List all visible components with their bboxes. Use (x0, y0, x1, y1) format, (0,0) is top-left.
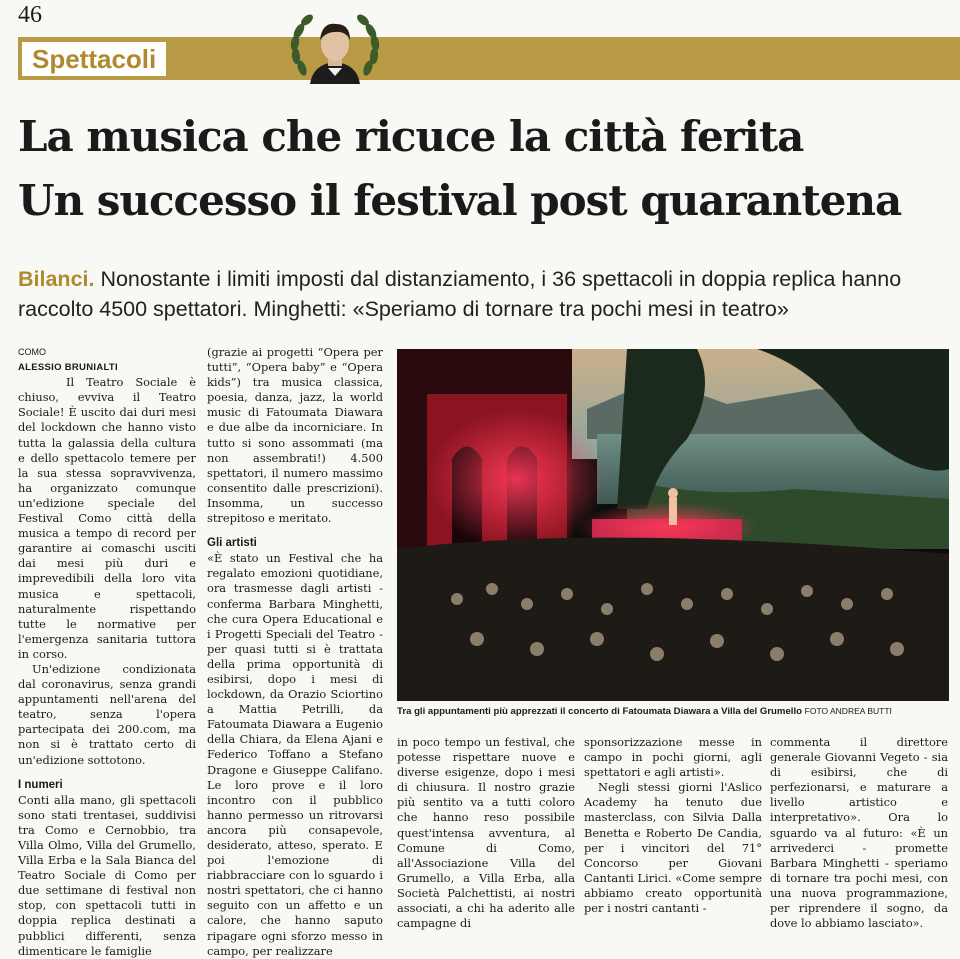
paragraph: Un'edizione condizionata dal coronavirus, senza grandi appuntamenti nell'arena del teatro, senza l'opera partecipata dei 200.com, ma non si è trattato certo di un'edizione sottotono. (18, 661, 196, 767)
section-label: Spettacoli (22, 42, 166, 76)
paragraph: commenta il direttore generale Giovanni Vegeto - sia di esibirsi, che di perfezionarsi, e maturare a livello artistico e interpretativo». Ora lo sguardo va al futuro: «È un arrivederci - promette Barbara Minghetti - speriamo di tornare tra pochi mesi, con una nuova programmazione, per riprendere il sogno, da dove lo abbiamo lasciato». (770, 735, 948, 931)
photo-credit: FOTO ANDREA BUTTI (804, 706, 892, 716)
article-column-5 (770, 735, 948, 931)
article-column-3 (397, 735, 575, 931)
headline-line-2: Un successo il festival post quarantena (18, 176, 902, 225)
paragraph: in poco tempo un festival, che potesse rispettare nuove e diverse esigenze, dopo i mesi di chiusura. Il nostro grazie più sentito va a tutti coloro che hanno reso possibile quest'intensa avventura, al Comune di Como, all'Associazione Villa del Grumello, a Villa Erba, alla Società Palchettisti, ai nostri associati, a chi ha aderito alle campagne di (397, 735, 575, 931)
concert-photo (397, 349, 949, 701)
paragraph: Negli stessi giorni l'Aslico Academy ha tenuto due masterclass, con Silvia Dalla Benetta e Roberto De Candia, per i vincitori del 71° Concorso per Giovani Cantanti Lirici. «Come sempre abbiamo creato opportunità per i nostri cantanti - (584, 780, 762, 916)
dateline-city: COMO (18, 347, 46, 357)
summary (18, 264, 953, 324)
subheading: I numeri (18, 778, 63, 791)
paragraph: Conti alla mano, gli spettacoli sono stati trentasei, suddivisi tra Como e Cernobbio, tra Villa Olmo, Villa del Grumello, Villa Erba e la Sala Bianca del Teatro Sociale di Como per due settimane di festival non stop, con spettacoli tutti in doppia replica destinati a pubblici differenti, senza dimenticare le famiglie (18, 792, 196, 958)
caption-text: Tra gli appuntamenti più apprezzati il concerto di Fatoumata Diawara a Villa del Grumello (397, 706, 802, 717)
paragraph: Il Teatro Sociale è chiuso, evviva il Teatro Sociale! È uscito dai duri mesi del lockdown che hanno visto tutta la galassia della cultura e dello spettacolo temere per la sua stessa sopravvivenza, ha organizzato comunque un'edizione speciale del Festival Como città della musica a tempo di record per garantire ai comaschi usciti dai mesi più duri e imprevedibili della loro vita musica e spettacoli, naturalmente rispettando tutte le normative per l'emergenza sanitaria tuttora in corso. (18, 375, 196, 661)
summary-kicker: Bilanci. (18, 267, 95, 291)
page-number: 46 (18, 2, 42, 28)
article-column-4 (584, 735, 762, 916)
photo-caption (397, 706, 949, 717)
portrait-laurel-emblem (280, 6, 390, 84)
subheading: Gli artisti (207, 537, 257, 550)
paragraph: sponsorizzazione messe in campo in pochi giorni, agli spettatori e agli artisti». (584, 735, 762, 780)
headline-line-1: La musica che ricuce la città ferita (18, 112, 804, 161)
article-column-1 (18, 345, 196, 959)
paragraph: (grazie ai progetti “Opera per tutti”, “Opera baby” e “Opera kids”) tra musica classica, poesia, danza, jazz, la world music di Fatoumata Diawara e due albe da incorniciare. In tutto si sono assommati (ma non assembrati!) 4.500 spettatori, il numero massimo consentito dalle prescrizioni). Insomma, un successo strepitoso e meritato. (207, 345, 383, 526)
summary-text: Nonostante i limiti imposti dal distanziamento, i 36 spettacoli in doppia replica hanno raccolto 4500 spettatori. Minghetti: «Speriamo di tornare tra pochi mesi in teatro» (18, 267, 902, 321)
paragraph: «È stato un Festival che ha regalato emozioni quotidiane, ora trasmesse dagli artisti - conferma Barbara Minghetti, che cura Opera Educational e i Progetti Speciali del Teatro - per quasi tutti si è trattata della prima opportunità di esibirsi, dopo i mesi di lockdown, da Orazio Sciortino a Mattia Petrilli, da Fatoumata Diawara a Eugenio della Chiara, da Elena Ajani e Federico Toffano a Stefano Dragone e Giuseppe Califano. Le loro prove e il loro incontro con il pubblico hanno permesso un ritrovarsi ancora più consapevole, desiderato, atteso, sperato. E poi l'emozione di riabbracciare con lo sguardo i nostri spettatori, che ci hanno seguito con un affetto e un calore, che hanno saputo ripagare ogni sforzo messo in campo, per realizzare (207, 551, 383, 958)
article-column-2 (207, 345, 383, 959)
byline-author: ALESSIO BRUNIALTI (18, 362, 118, 374)
